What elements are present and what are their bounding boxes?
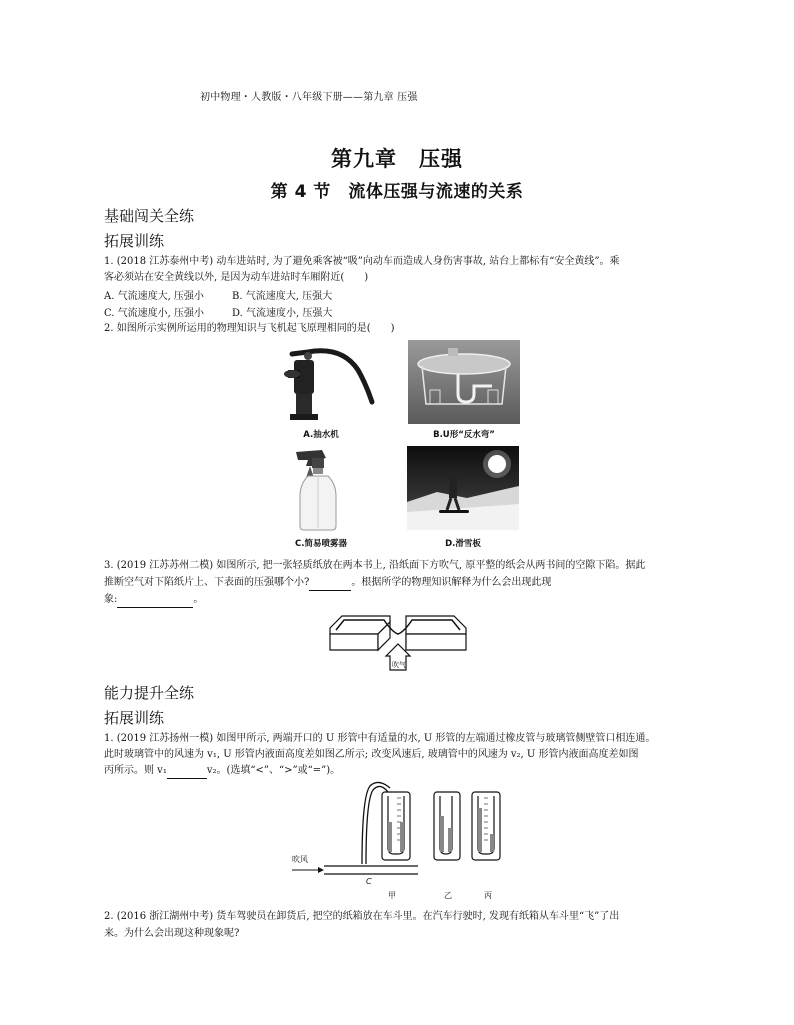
p2-q1-line1: 1. (2019 江苏扬州一模) 如图甲所示, 两端开口的 U 形管中有适量的水, U 形管的左端通过橡皮管与玻璃管侧壁管口相连通。 (104, 733, 656, 744)
p2-q1-line3 (104, 762, 684, 779)
p1-q3-line2 (104, 574, 684, 591)
page-header: 初中物理・人教版・八年级下册——第九章 压强 (200, 92, 418, 103)
blow-air-label: 吹气 (392, 661, 406, 669)
yi-label: 乙 (444, 891, 452, 900)
part1-heading: 基础闯关全练 (104, 207, 195, 225)
p1-q3-line3b: 。 (193, 594, 204, 605)
caption-a: A.抽水机 (303, 430, 339, 440)
caption-d: D.滑雪板 (445, 539, 481, 549)
p1-q3-line3a: 象: (104, 594, 118, 605)
p1-q1-option-c: C. 气流速度小, 压强小 (104, 308, 205, 319)
p1-q3-line3 (104, 591, 684, 608)
answer-blank-1[interactable] (309, 578, 351, 591)
wind-label: 吹风 (292, 855, 308, 864)
u-tube-figure (288, 778, 524, 902)
water-pump-image (262, 342, 380, 424)
books-paper-figure (328, 608, 468, 672)
chapter-title: 第九章 压强 (331, 147, 463, 171)
p1-q1-option-d: D. 气流速度小, 压强大 (232, 308, 333, 319)
bing-label: 丙 (484, 891, 492, 900)
p2-q1-line3b: v₂。(选填“<”、“>”或“=”)。 (206, 765, 341, 776)
section-title: 第 4 节 流体压强与流速的关系 (270, 182, 524, 202)
p2-q2-line2: 来。为什么会出现这种现象呢? (104, 928, 240, 939)
jia-label: 甲 (388, 891, 396, 900)
p1-q1-line2: 客必须站在安全黄线以外, 是因为动车进站时车厢附近( ) (104, 272, 369, 283)
part2-subheading: 拓展训练 (104, 709, 165, 727)
u-trap-image (408, 340, 520, 424)
answer-blank-3[interactable] (167, 766, 207, 779)
p2-q1-line3a: 丙所示。则 v₁ (104, 765, 167, 776)
p1-q3-line2b: 。根据所学的物理知识解释为什么会出现此现 (351, 577, 552, 588)
p1-q1-option-b: B. 气流速度大, 压强大 (232, 291, 333, 302)
answer-blank-2[interactable] (117, 595, 193, 608)
point-c-label: C (366, 877, 372, 886)
part1-subheading: 拓展训练 (104, 232, 165, 250)
spray-bottle-image (286, 444, 350, 532)
part2-heading: 能力提升全练 (104, 684, 195, 702)
p1-q3-line2a: 推断空气对下陷纸片上、下表面的压强哪个小? (104, 577, 310, 588)
caption-c: C.简易喷雾器 (295, 539, 347, 549)
p2-q2-line1: 2. (2016 浙江湖州中考) 货车驾驶员在卸货后, 把空的纸箱放在车斗里。在汽车行驶时, 发现有纸箱从车斗里“飞”了出 (104, 911, 620, 922)
p1-q2-line1: 2. 如图所示实例所运用的物理知识与飞机起飞原理相同的是( ) (104, 323, 395, 334)
p1-q1-line1: 1. (2018 江苏泰州中考) 动车进站时, 为了避免乘客被“吸”向动车而造成人身伤害事故, 站台上都标有“安全黄线”。乘 (104, 256, 620, 267)
snowboard-image (407, 446, 519, 530)
p1-q1-option-a: A. 气流速度大, 压强小 (104, 291, 204, 302)
caption-b: B.U形“反水弯” (433, 430, 495, 440)
p1-q3-line1: 3. (2019 江苏苏州二模) 如图所示, 把一张轻质纸放在两本书上, 沿纸面下方吹气, 原平整的纸会从两书间的空隙下陷。据此 (104, 560, 646, 571)
p2-q1-line2: 此时玻璃管中的风速为 v₁, U 形管内液面高度差如图乙所示; 改变风速后, 玻璃管中的风速为 v₂, U 形管内液面高度差如图 (104, 749, 639, 760)
